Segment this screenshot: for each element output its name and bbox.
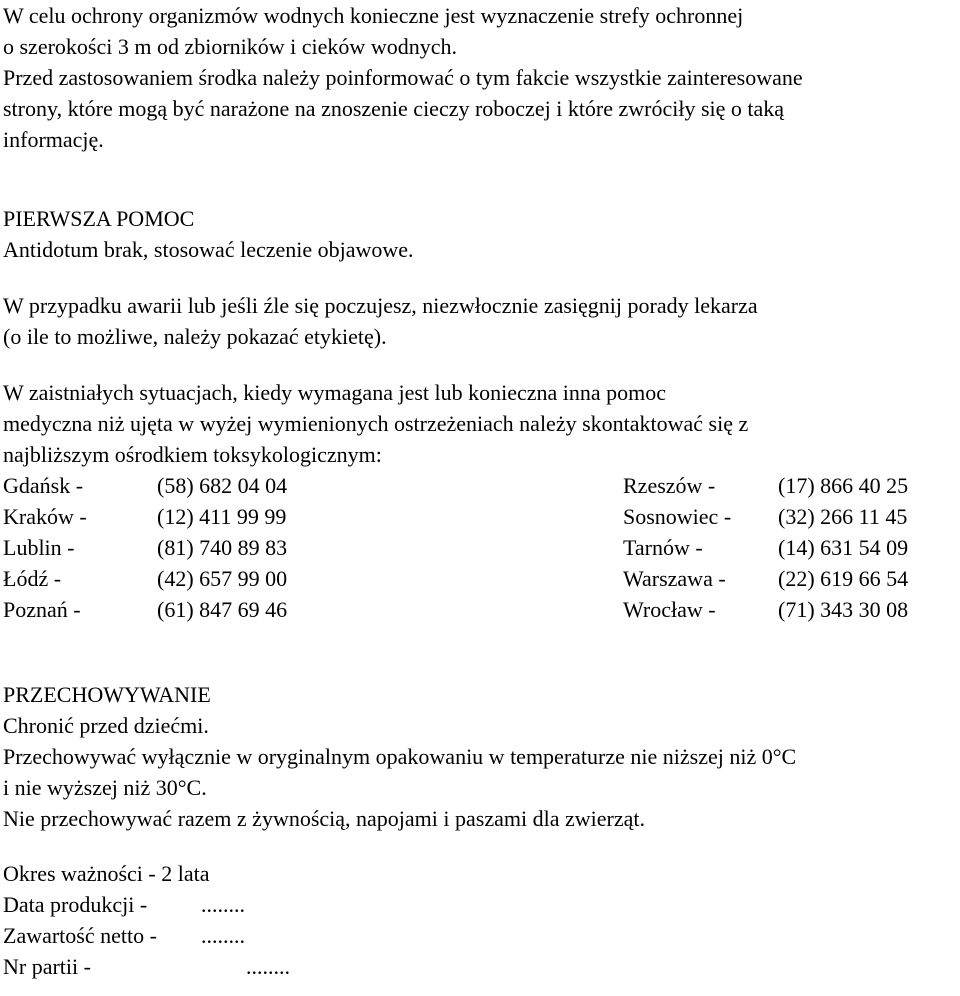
center-row (3, 501, 960, 532)
storage-line-2: Przechowywać wyłącznie w oryginalnym opakowaniu w temperaturze nie niższej niż 0°C (3, 744, 797, 769)
centers-line-3: najbliższym ośrodkiem toksykologicznym: (3, 442, 382, 467)
net-content-label: Zawartość netto - (3, 923, 157, 948)
batch-value: ........ (246, 954, 290, 979)
center-city: Wrocław - (623, 597, 716, 622)
first-aid-heading: PIERWSZA POMOC (3, 206, 195, 231)
center-city: Sosnowiec - (623, 504, 732, 529)
intro-line-1: W celu ochrony organizmów wodnych konieczne jest wyznaczenie strefy ochronnej (3, 3, 744, 28)
center-phone: (14) 631 54 09 (778, 535, 909, 560)
center-phone: (61) 847 69 46 (157, 597, 288, 622)
center-row (3, 470, 960, 501)
intro-line-3: Przed zastosowaniem środka należy poinformować o tym fakcie wszystkie zainteresowane (3, 65, 803, 90)
production-date-value: ........ (201, 892, 245, 917)
intro-line-5: informację. (3, 127, 104, 152)
batch-row (3, 951, 960, 982)
center-city: Rzeszów - (623, 473, 716, 498)
storage-line-3: i nie wyższej niż 30°C. (3, 775, 207, 800)
center-row (3, 594, 960, 625)
net-content-value: ........ (201, 923, 245, 948)
storage-heading: PRZECHOWYWANIE (3, 682, 211, 707)
center-city: Łódź - (3, 566, 62, 591)
center-row (3, 532, 960, 563)
center-row (3, 563, 960, 594)
center-phone: (12) 411 99 99 (157, 504, 287, 529)
production-date-label: Data produkcji - (3, 892, 148, 917)
accident-line-1: W przypadku awarii lub jeśli źle się poczujesz, niezwłocznie zasięgnij porady lekarza (3, 293, 758, 318)
center-city: Kraków - (3, 504, 87, 529)
storage-line-4: Nie przechowywać razem z żywnością, napojami i paszami dla zwierząt. (3, 806, 645, 831)
shelf-life-text: Okres ważności - 2 lata (3, 861, 210, 886)
center-phone: (58) 682 04 04 (157, 473, 288, 498)
first-aid-section (3, 203, 960, 625)
centers-line-2: medyczna niż ujęta w wyżej wymienionych ostrzeżeniach należy skontaktować się z (3, 411, 749, 436)
intro-line-4: strony, które mogą być narażone na znoszenie cieczy roboczej i które zwróciły się o taką (3, 96, 785, 121)
toxicology-centers-list (3, 470, 960, 625)
product-info-section (3, 858, 960, 982)
center-city: Tarnów - (623, 535, 703, 560)
storage-line-1: Chronić przed dziećmi. (3, 713, 209, 738)
production-date-row (3, 889, 960, 920)
batch-label: Nr partii - (3, 954, 91, 979)
net-content-row (3, 920, 960, 951)
intro-line-2: o szerokości 3 m od zbiorników i cieków wodnych. (3, 34, 457, 59)
centers-line-1: W zaistniałych sytuacjach, kiedy wymagana jest lub konieczna inna pomoc (3, 380, 667, 405)
intro-section (3, 0, 960, 155)
center-city: Warszawa - (623, 566, 726, 591)
center-city: Poznań - (3, 597, 81, 622)
shelf-life-row (3, 858, 960, 889)
center-city: Gdańsk - (3, 473, 84, 498)
accident-line-2: (o ile to możliwe, należy pokazać etykietę). (3, 324, 387, 349)
antidote-text: Antidotum brak, stosować leczenie objawowe. (3, 237, 414, 262)
center-phone: (81) 740 89 83 (157, 535, 288, 560)
center-phone: (32) 266 11 45 (778, 504, 908, 529)
center-phone: (22) 619 66 54 (778, 566, 909, 591)
center-city: Lublin - (3, 535, 75, 560)
center-phone: (42) 657 99 00 (157, 566, 288, 591)
center-phone: (17) 866 40 25 (778, 473, 909, 498)
center-phone: (71) 343 30 08 (778, 597, 909, 622)
storage-section (3, 679, 960, 834)
